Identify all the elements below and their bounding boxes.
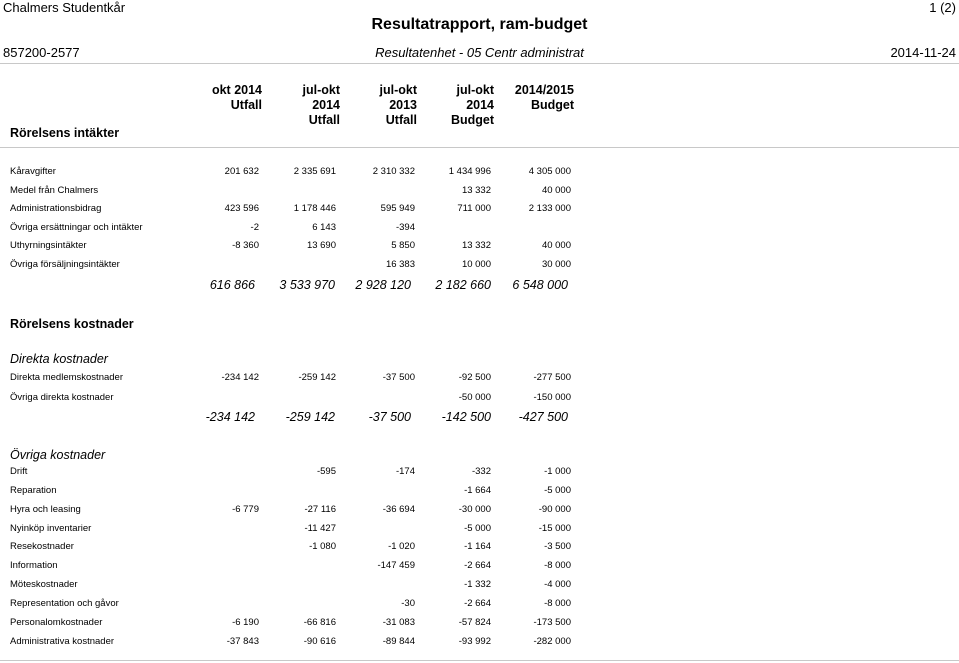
income-row-label: Kåravgifter bbox=[10, 166, 56, 177]
other-cost-row-label: Drift bbox=[10, 466, 28, 477]
other-cost-row-value: -3 500 bbox=[544, 541, 571, 553]
income-row-value: 30 000 bbox=[541, 259, 571, 270]
header-divider bbox=[0, 63, 959, 64]
other-cost-row-value: -30 000 bbox=[458, 503, 491, 515]
other-cost-row bbox=[0, 617, 959, 633]
income-row-value: 13 690 bbox=[306, 240, 336, 252]
income-row-value: 1 178 446 bbox=[293, 203, 336, 215]
other-cost-row-value: -2 664 bbox=[464, 597, 491, 609]
income-total-jul-okt-2013-utfall: 2 928 120 bbox=[355, 278, 411, 292]
other-cost-row-value: -1 020 bbox=[388, 541, 415, 553]
income-row bbox=[0, 222, 959, 238]
other-cost-row-value: -147 459 bbox=[377, 560, 415, 572]
other-cost-row-value: -6 779 bbox=[232, 503, 259, 515]
other-cost-row bbox=[0, 560, 959, 576]
income-row-value: 10 000 bbox=[461, 259, 491, 270]
income-row-label: Administrationsbidrag bbox=[10, 203, 102, 215]
page-number: 1 (2) bbox=[929, 0, 956, 15]
report-date: 2014-11-24 bbox=[890, 45, 956, 60]
other-cost-row bbox=[0, 504, 959, 520]
other-cost-row-label: Möteskostnader bbox=[10, 579, 78, 591]
income-row-value: 40 000 bbox=[541, 240, 571, 252]
other-cost-row-value: -173 500 bbox=[533, 616, 571, 628]
section-title-costs: Rörelsens kostnader bbox=[10, 317, 134, 331]
income-row-label: Övriga ersättningar och intäkter bbox=[10, 221, 143, 233]
direct-total-okt-2014-utfall: -234 142 bbox=[205, 410, 255, 424]
income-total-jul-okt-2014-budget: 2 182 660 bbox=[435, 278, 491, 292]
organization-name: Chalmers Studentkår bbox=[3, 0, 126, 15]
other-cost-row-label: Administrativa kostnader bbox=[10, 635, 115, 647]
other-cost-row-value: -4 000 bbox=[544, 579, 571, 591]
other-cost-row bbox=[0, 636, 959, 652]
income-row-value: 1 434 996 bbox=[448, 166, 491, 177]
income-row-value: 5 850 bbox=[391, 240, 415, 252]
other-cost-row-value: -174 bbox=[395, 466, 415, 477]
other-cost-row bbox=[0, 598, 959, 614]
column-header-jul-okt-2013-utfall: jul-okt 2013 Utfall bbox=[379, 83, 417, 127]
income-row bbox=[0, 240, 959, 256]
direct-cost-row-value: -150 000 bbox=[533, 391, 571, 403]
other-cost-row-value: -15 000 bbox=[538, 522, 571, 534]
direct-total-jul-okt-2013-utfall: -37 500 bbox=[368, 410, 411, 424]
other-cost-row-value: -5 000 bbox=[544, 484, 571, 496]
income-row-value: 423 596 bbox=[224, 203, 259, 215]
other-cost-row-value: -282 000 bbox=[533, 635, 571, 647]
other-cost-row-value: -89 844 bbox=[382, 635, 415, 647]
other-cost-row bbox=[0, 485, 959, 501]
other-cost-row-label: Resekostnader bbox=[10, 541, 74, 553]
income-row-value: 13 332 bbox=[461, 240, 491, 252]
other-cost-row-value: -37 843 bbox=[226, 635, 259, 647]
other-cost-row-value: -2 664 bbox=[464, 560, 491, 572]
column-header-jul-okt-2014-utfall: jul-okt 2014 Utfall bbox=[302, 83, 340, 127]
subsection-title-other-costs: Övriga kostnader bbox=[10, 448, 106, 462]
other-cost-row bbox=[0, 579, 959, 595]
income-row-value: 4 305 000 bbox=[528, 166, 571, 177]
result-unit: Resultatenhet - 05 Centr administrat bbox=[375, 45, 584, 60]
footer-divider bbox=[0, 660, 959, 661]
income-row-label: Uthyrningsintäkter bbox=[10, 240, 87, 252]
income-row-value: 16 383 bbox=[385, 259, 415, 270]
other-cost-row-value: -11 427 bbox=[304, 522, 336, 534]
other-cost-row-value: -1 164 bbox=[464, 541, 491, 553]
column-header-divider bbox=[0, 147, 959, 148]
section-title-income: Rörelsens intäkter bbox=[10, 126, 120, 140]
income-total-2014-2015-budget: 6 548 000 bbox=[512, 278, 568, 292]
other-cost-row bbox=[0, 541, 959, 557]
other-cost-row-value: -595 bbox=[316, 466, 336, 477]
other-cost-row-label: Information bbox=[10, 560, 58, 572]
other-cost-row-value: -8 000 bbox=[544, 560, 571, 572]
income-row-value: -8 360 bbox=[232, 240, 259, 252]
other-cost-row bbox=[0, 523, 959, 539]
other-cost-row bbox=[0, 466, 959, 482]
direct-total-jul-okt-2014-budget: -142 500 bbox=[441, 410, 491, 424]
income-row bbox=[0, 259, 959, 275]
other-cost-row-label: Representation och gåvor bbox=[10, 597, 119, 609]
other-cost-row-value: -27 116 bbox=[304, 503, 336, 515]
direct-cost-row-value: -277 500 bbox=[533, 372, 571, 383]
other-cost-row-value: -332 bbox=[471, 466, 491, 477]
other-cost-row-value: -36 694 bbox=[382, 503, 415, 515]
other-cost-row-value: -1 080 bbox=[309, 541, 336, 553]
income-total-jul-okt-2014-utfall: 3 533 970 bbox=[279, 278, 335, 292]
income-row-value: 2 335 691 bbox=[293, 166, 336, 177]
other-cost-row-value: -1 664 bbox=[464, 484, 491, 496]
other-cost-row-value: -5 000 bbox=[464, 522, 491, 534]
income-row-value: 13 332 bbox=[461, 184, 491, 196]
income-row-value: 6 143 bbox=[312, 221, 336, 233]
direct-total-jul-okt-2014-utfall: -259 142 bbox=[285, 410, 335, 424]
income-row-label: Övriga försäljningsintäkter bbox=[10, 259, 120, 270]
subsection-title-direct-costs: Direkta kostnader bbox=[10, 352, 108, 366]
other-cost-row-value: -30 bbox=[401, 597, 415, 609]
other-cost-row-label: Reparation bbox=[10, 484, 57, 496]
other-cost-row-value: -66 816 bbox=[303, 616, 336, 628]
report-title: Resultatrapport, ram-budget bbox=[371, 16, 588, 33]
other-cost-row-value: -90 000 bbox=[538, 503, 571, 515]
direct-costs-total-row bbox=[0, 410, 959, 428]
income-row-value: 201 632 bbox=[224, 166, 259, 177]
direct-cost-row-value: -259 142 bbox=[298, 372, 336, 383]
income-total-row bbox=[0, 278, 959, 296]
income-row-value: -2 bbox=[250, 221, 259, 233]
column-header-2014-2015-budget: 2014/2015 Budget bbox=[514, 83, 574, 112]
other-cost-row-value: -6 190 bbox=[232, 616, 259, 628]
direct-cost-row-value: -234 142 bbox=[221, 372, 259, 383]
income-row-value: 595 949 bbox=[380, 203, 415, 215]
direct-cost-row-value: -37 500 bbox=[382, 372, 415, 383]
other-cost-row-value: -8 000 bbox=[544, 597, 571, 609]
direct-cost-row-label: Direkta medlemskostnader bbox=[10, 372, 123, 383]
direct-cost-row-value: -50 000 bbox=[458, 391, 491, 403]
income-row-value: 711 000 bbox=[457, 203, 491, 215]
other-cost-row-value: -90 616 bbox=[303, 635, 336, 647]
direct-total-2014-2015-budget: -427 500 bbox=[518, 410, 568, 424]
income-row bbox=[0, 203, 959, 219]
other-cost-row-value: -57 824 bbox=[458, 616, 491, 628]
income-row-value: 40 000 bbox=[541, 184, 571, 196]
other-cost-row-value: -31 083 bbox=[382, 616, 415, 628]
direct-cost-row bbox=[0, 372, 959, 388]
other-cost-row-value: -93 992 bbox=[458, 635, 491, 647]
income-row-value: 2 310 332 bbox=[372, 166, 415, 177]
income-row-value: -394 bbox=[395, 221, 415, 233]
other-cost-row-value: -1 000 bbox=[544, 466, 571, 477]
income-row-value: 2 133 000 bbox=[528, 203, 571, 215]
income-row bbox=[0, 185, 959, 201]
income-row-label: Medel från Chalmers bbox=[10, 184, 99, 196]
other-cost-row-label: Personalomkostnader bbox=[10, 616, 103, 628]
column-header-okt-2014-utfall: okt 2014 Utfall bbox=[211, 83, 262, 112]
other-cost-row-label: Hyra och leasing bbox=[10, 503, 81, 515]
direct-cost-row bbox=[0, 392, 959, 408]
income-total-okt-2014-utfall: 616 866 bbox=[209, 278, 255, 292]
income-row bbox=[0, 166, 959, 182]
other-cost-row-label: Nyinköp inventarier bbox=[10, 522, 92, 534]
other-cost-row-value: -1 332 bbox=[464, 579, 491, 591]
direct-cost-row-value: -92 500 bbox=[458, 372, 491, 383]
direct-cost-row-label: Övriga direkta kostnader bbox=[10, 391, 114, 403]
account-number: 857200-2577 bbox=[3, 45, 80, 60]
column-header-jul-okt-2014-budget: jul-okt 2014 Budget bbox=[450, 83, 494, 127]
